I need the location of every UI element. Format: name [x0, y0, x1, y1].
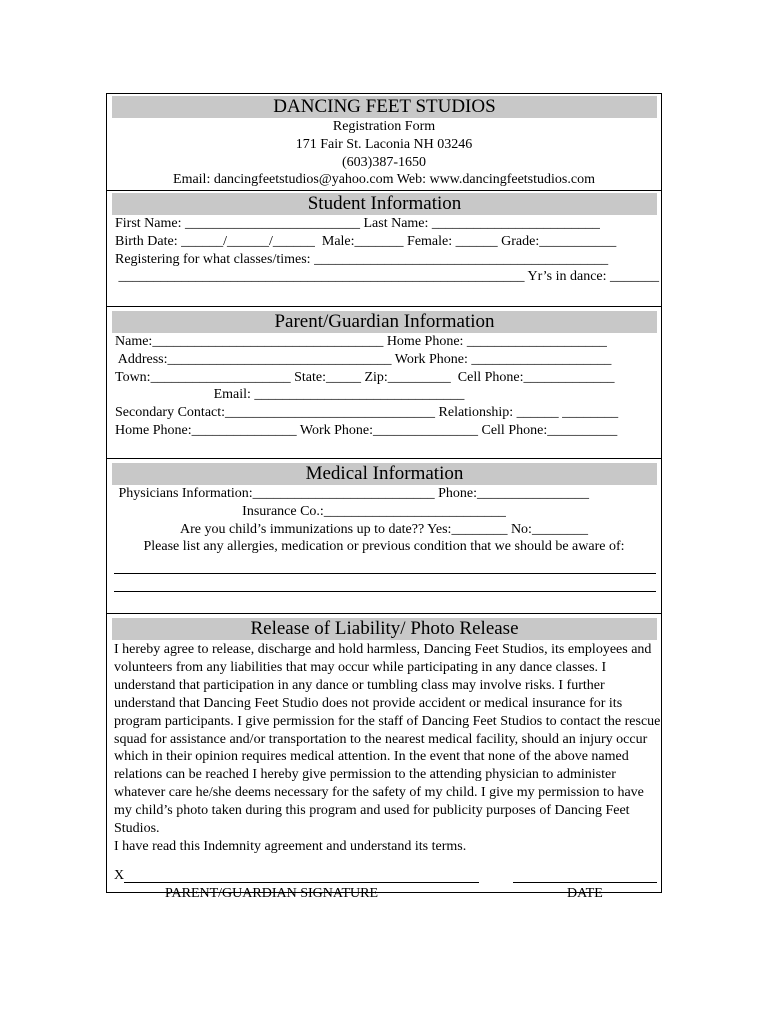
date-label: DATE	[567, 885, 603, 901]
date-line	[513, 882, 657, 883]
release-paragraph: I hereby agree to release, discharge and hold harmless, Dancing Feet Studios, its employees and volunteers from any liabilities that may occur while participating in any dance classes. I understand that participation in any dance or tumbling class may involve risks. I further understand that Dancing Feet Studio does not provide accident or medical insurance for its program participants. I give permission for the staff of Dancing Feet Studios to contact the rescue squad for assistance and/or transportation to the nearest medical facility, should an injury occur which in their opinion requires medical attention. In the event that none of the above named relations can be reached I hereby give permission to the attending physician to administer whatever care he/she deems necessary for the safety of my child. I give my permission to have my child’s photo taken during this program and used for publicity purposes of Dancing Feet Studios.	[114, 642, 661, 837]
parent-email-line: Email: ______________________________	[213, 387, 465, 403]
student-birth-line: Birth Date: ______/______/______ Male:_______ Female: ______ Grade:___________	[115, 233, 617, 249]
parent-address-line: Address:________________________________ Work Phone: ____________________	[115, 351, 612, 367]
studio-title: DANCING FEET STUDIOS	[112, 96, 657, 118]
studio-address: 171 Fair St. Laconia NH 03246	[295, 136, 473, 152]
header-section	[107, 96, 661, 191]
parent-town-line: Town:____________________ State:_____ Zip:_________ Cell Phone:_____________	[115, 369, 615, 385]
medical-section	[107, 463, 661, 614]
form-subtitle: Registration Form	[332, 119, 436, 134]
parent-name-line: Name:_________________________________ Home Phone: ____________________	[115, 334, 607, 349]
registration-form	[106, 93, 662, 901]
studio-contact: Email: dancingfeetstudios@yahoo.com Web: www.dancingfeetstudios.com	[173, 172, 595, 188]
student-classes-line: Registering for what classes/times: __________________________________________	[115, 251, 609, 267]
student-section-title: Student Information	[112, 193, 657, 215]
physician-line: Physicians Information:__________________________ Phone:________________	[115, 486, 590, 501]
allergies-answer-line-1	[114, 556, 656, 574]
student-name-line: First Name: _________________________ Last Name: ________________________	[115, 216, 600, 231]
parent-section-title: Parent/Guardian Information	[112, 311, 657, 333]
signature-line	[124, 882, 479, 883]
parent-section	[107, 311, 661, 459]
student-section	[107, 193, 661, 307]
signature-row	[107, 868, 661, 904]
secondary-contact-line: Secondary Contact:______________________________ Relationship: ______ ________	[115, 405, 619, 421]
allergies-answer-line-2	[114, 574, 656, 592]
immunization-line: Are you child’s immunizations up to date?? Yes:________ No:________	[180, 521, 588, 537]
studio-phone: (603)387-1650	[342, 154, 426, 170]
medical-section-title: Medical Information	[112, 463, 657, 485]
allergies-prompt: Please list any allergies, medication or previous condition that we should be aware of:	[143, 539, 625, 555]
secondary-phone-line: Home Phone:_______________ Work Phone:_______________ Cell Phone:__________	[115, 422, 618, 438]
signature-label: PARENT/GUARDIAN SIGNATURE	[165, 885, 378, 901]
release-acknowledgement: I have read this Indemnity agreement and understand its terms.	[114, 838, 467, 854]
insurance-line: Insurance Co.:__________________________	[242, 503, 506, 519]
student-years-line: __________________________________________________________ Yr’s in dance: _______	[115, 269, 660, 285]
release-section	[107, 618, 661, 908]
release-section-title: Release of Liability/ Photo Release	[112, 618, 657, 640]
signature-x-mark: X	[114, 867, 125, 883]
